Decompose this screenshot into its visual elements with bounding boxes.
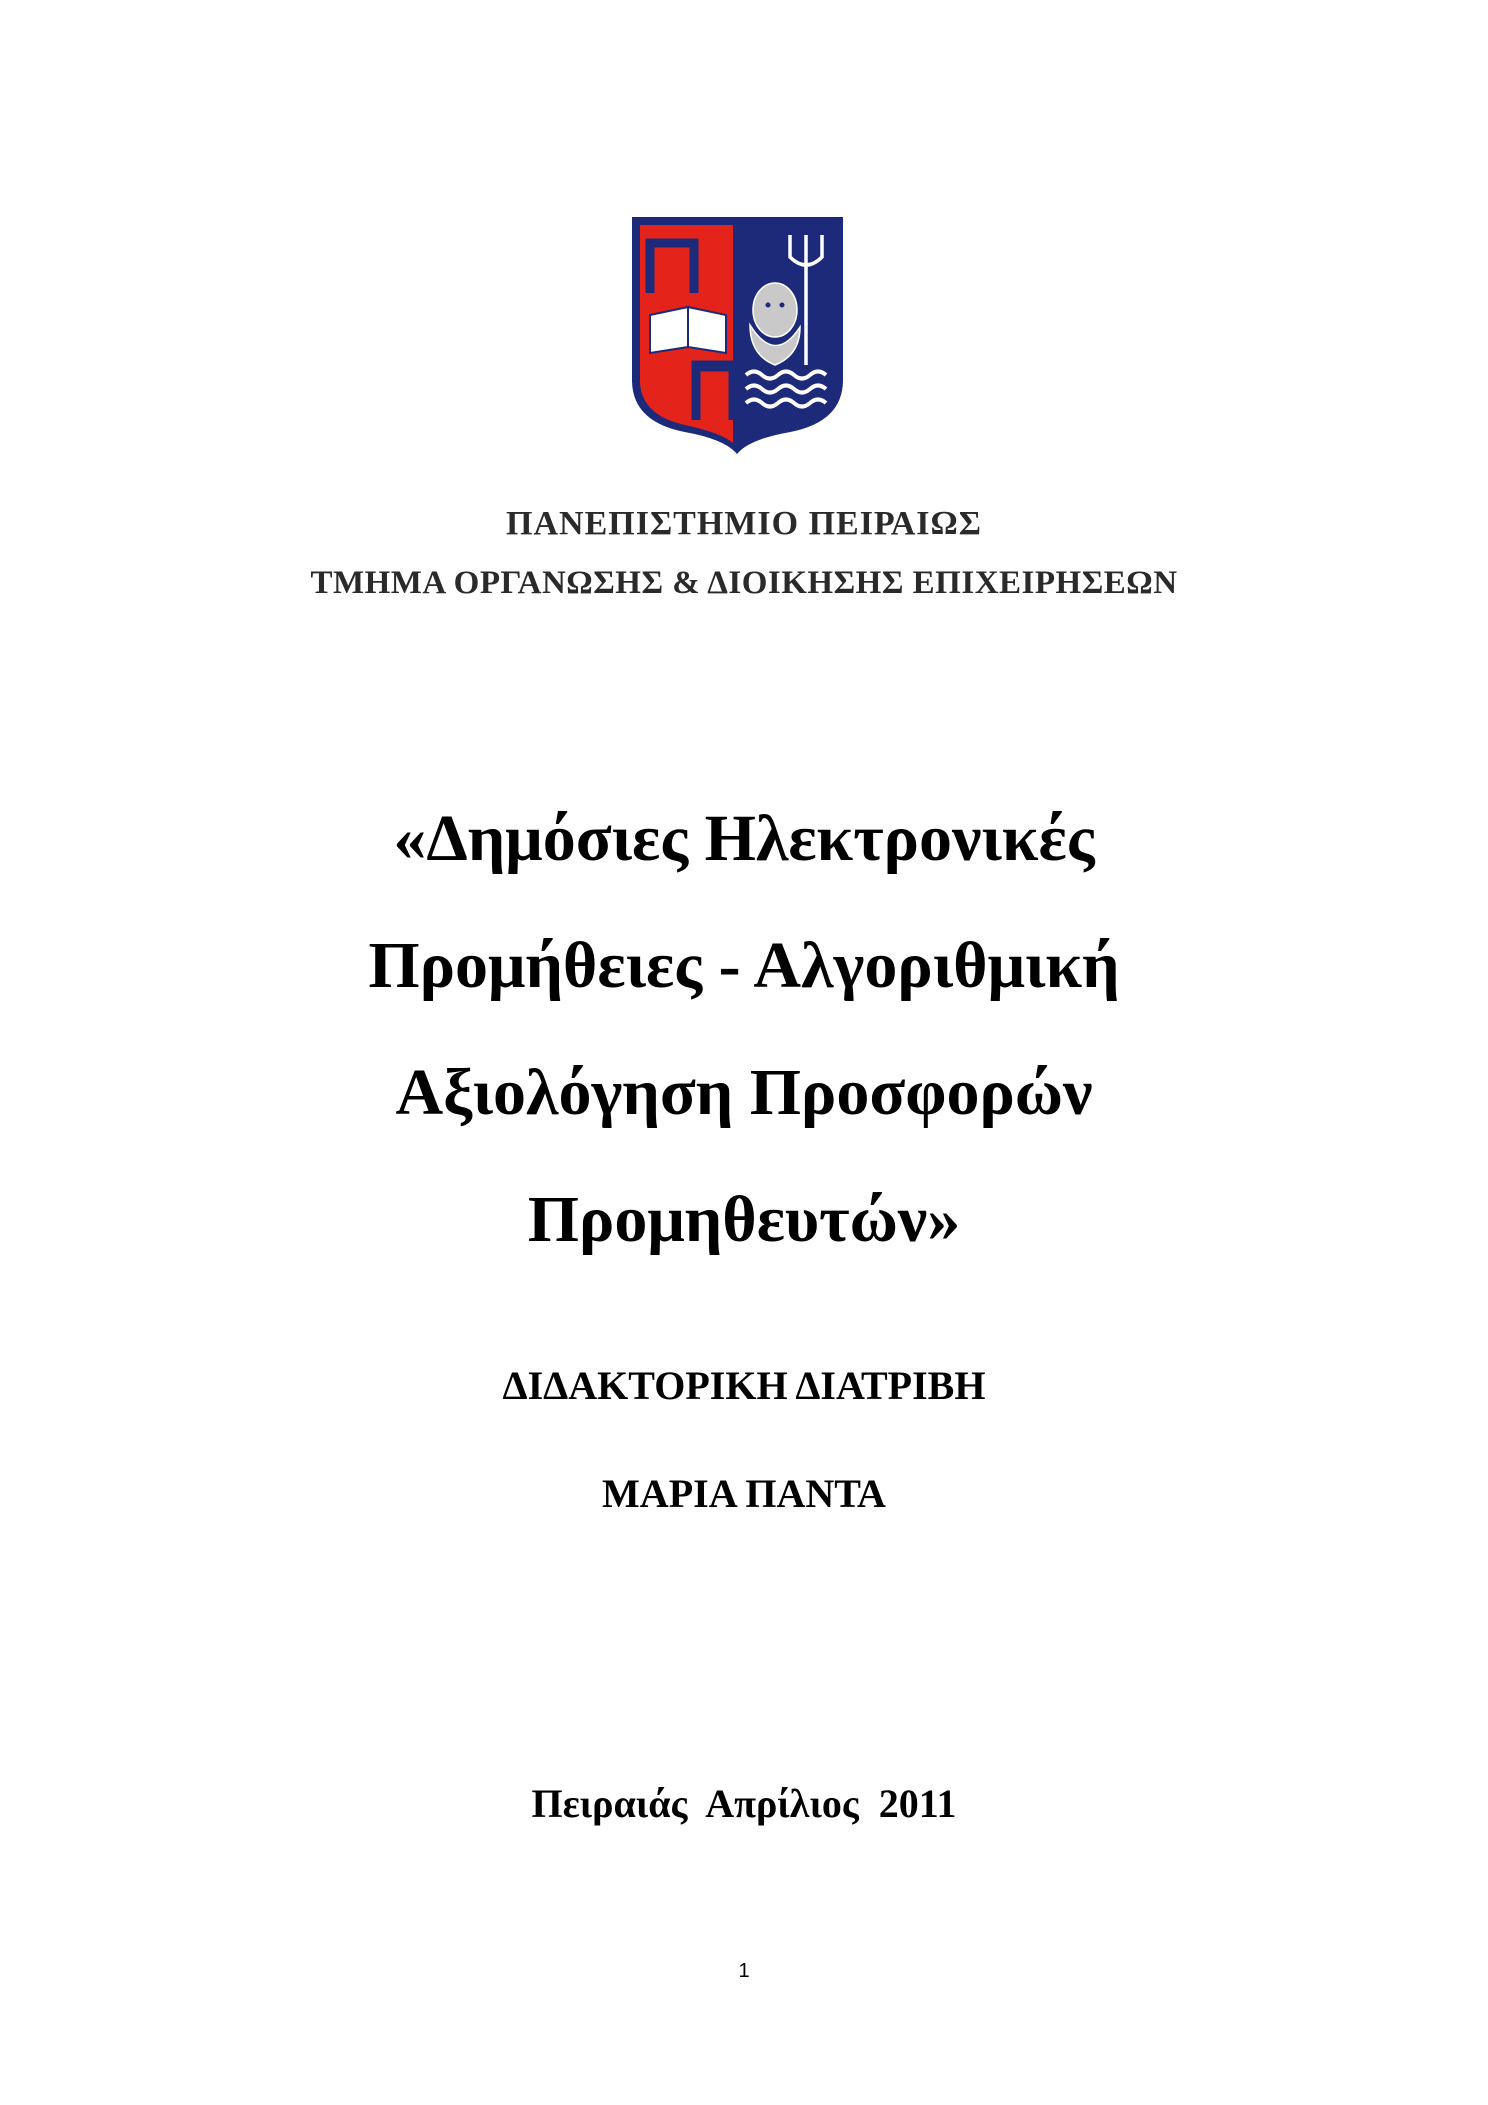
page-number: 1	[738, 1960, 750, 1982]
author-name: ΜΑΡΙΑ ΠΑΝΤΑ	[602, 1471, 886, 1516]
university-name: ΠΑΝΕΠΙΣΤΗΜΙΟ ΠΕΙΡΑΙΩΣ	[506, 505, 982, 542]
thesis-type: ΔΙΔΑΚΤΟΡΙΚΗ ΔΙΑΤΡΙΒΗ	[502, 1363, 986, 1408]
university-crest-icon	[630, 215, 845, 455]
department-name: ΤΜΗΜΑ ΟΡΓΑΝΩΣΗΣ & ΔΙΟΙΚΗΣΗΣ ΕΠΙΧΕΙΡΗΣΕΩΝ	[310, 565, 1178, 601]
thesis-title-line: Αξιολόγηση Προσφορών	[395, 1056, 1093, 1129]
thesis-title	[0, 775, 1488, 1283]
place-and-date: Πειραιάς Απρίλιος 2011	[531, 1781, 957, 1826]
thesis-title-line: Προμήθειες - Αλγοριθμική	[368, 929, 1120, 1002]
thesis-title-line: «Δημόσιες Ηλεκτρονικές	[393, 802, 1095, 875]
thesis-title-line: Προμηθευτών»	[527, 1183, 961, 1256]
